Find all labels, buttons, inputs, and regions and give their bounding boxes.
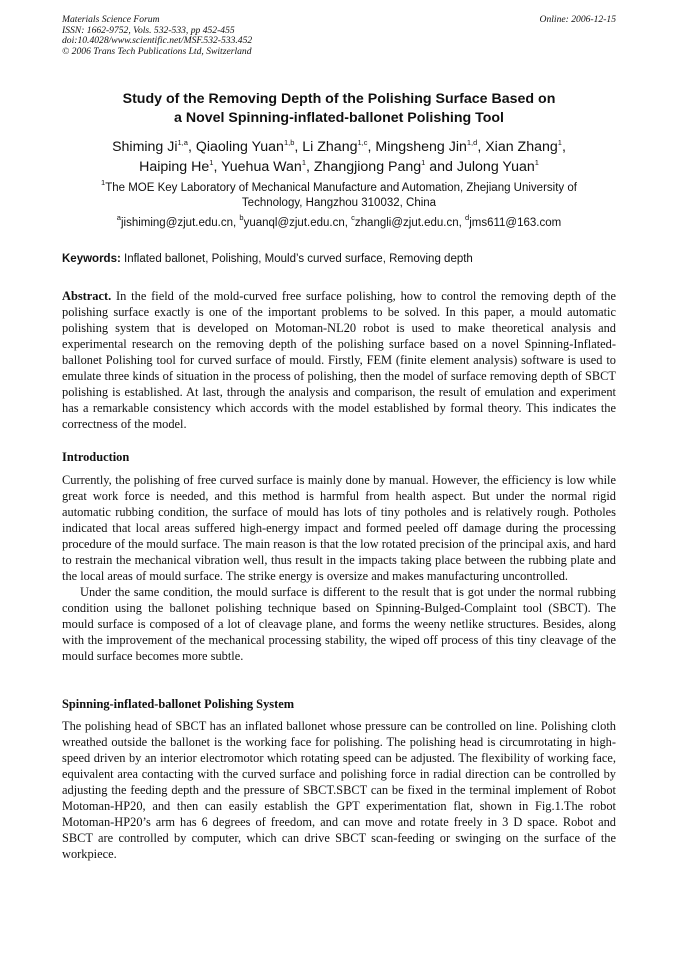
keywords-label: Keywords: xyxy=(62,253,121,265)
author-name: Qiaoling Yuan xyxy=(195,139,284,155)
author-name: Julong Yuan xyxy=(456,158,535,175)
title-line-1: Study of the Removing Depth of the Polishing Surface Based on xyxy=(122,91,556,107)
issn-line: ISSN: 1662-9752, Vols. 532-533, pp 452-455 xyxy=(62,24,235,36)
abstract xyxy=(62,288,616,432)
abstract-text: In the field of the mold-curved free surface polishing, how to control the removing depth of the polishing surface exactly is one of the important problems to be solved. In this paper, a mould automatic polishing system that is developed on Motoman-NL20 robot is used to make theoretical analysis and experimental research on the removing depth of the polishing surface based on a novel Spinning-Inflated-ballonet Polishing tool for curved surface of mould. Firstly, FEM (finite element analysis) software is used to emulate three kinds of situation in the process of polishing, then the model of surface removing depth of SBCT polishing is established. At last, through the analysis and comparison, the result of emulation and experiment has a remarkable consistency which accords with the model established by formal theory. This indicates the correctness of the model. xyxy=(62,289,616,431)
author-name: Shiming Ji xyxy=(112,139,178,155)
author-name: Yuehua Wan xyxy=(221,158,302,175)
author-name: Li Zhang xyxy=(302,139,358,155)
journal-name: Materials Science Forum xyxy=(62,14,160,25)
section-heading-system: Spinning-inflated-ballonet Polishing System xyxy=(62,697,295,711)
affiliation-line-2: Technology, Hangzhou 310032, China xyxy=(241,197,437,209)
author-sup: 1,d xyxy=(466,138,478,147)
author-sup: 1 xyxy=(557,138,562,147)
journal-header xyxy=(62,15,616,57)
online-date: Online: 2006-12-15 xyxy=(539,14,616,25)
author-name: Xian Zhang xyxy=(485,139,558,155)
system-body xyxy=(62,718,616,862)
paragraph: Under the same condition, the mould surface is different to the result that is got under the normal rubbing condition using the ballonet polishing technique based on Spinning-Bulged-Complaint tool (SBCT). The mould surface is composed of a lot of cleavage plane, and forms the weeny netlike structures. Besides, along with the improvement of the mechanical processing stability, the wiped off process of this tiny cleavage of the mould surface becomes more subtle. xyxy=(62,585,616,663)
keywords xyxy=(62,252,616,267)
paragraph: The polishing head of SBCT has an inflated ballonet whose pressure can be controlled on line. Polishing cloth wreathed outside the ballonet is the working face for polishing. The polishing head is circumrotating in high-speed driven by an interior electromotor which rotating speed can be adjusted. The flexibility of working face, equivalent area contacting with the curved surface and polishing force in radial direction can be controlled by adjusting the feeding depth and the pressure of SBCT.SBCT can be fixed in the terminal implement of Robot Motoman-HP20, and then can easily establish the GPT experimentation flat, shown in Fig.1.The robot Motoman-HP20’s arm has 6 degrees of freedom, and can move and rotate freely in 3 D space. Robot and SBCT are controlled by computer, which can drive SBCT scan-feeding or swinging on the surface of the workpiece. xyxy=(62,719,616,861)
title-line-2: a Novel Spinning-inflated-ballonet Polishing Tool xyxy=(174,110,504,126)
introduction-body xyxy=(62,472,616,664)
paragraph: Currently, the polishing of free curved surface is mainly done by manual. However, the efficiency is low while great work force is needed, and this method is harmful from health aspect. But under the normal rigid automatic rubbing condition, the surface of mould has lots of tiny potholes and is relatively rough. Potholes indicated that local areas suffered high-energy impact and formed peeled off damage during the processing procedure of the mould surface. The main reason is that the low rotated precision of the principal axis, and hard to restrain the mechanical vibration well, thus result in the impacts taking place between the rubbing plate and the local areas of mould surface. The strike energy is oversize and makes manufacturing uncontrolled. xyxy=(62,473,616,583)
author-name: Zhangjiong Pang xyxy=(313,158,422,175)
author-name: Haiping He xyxy=(139,158,210,175)
author-sup: 1,b xyxy=(283,138,295,147)
email-list xyxy=(62,213,616,231)
author-list: Shiming Ji$^{1,a}$, Qiaoling Yuan$^{1,b}$, Li Zhang$^{1,c}$, Mingsheng Jin$^{1,d}$, Xian Zhang$^1$, Haiping He$^1$, Yuehua Wan$^1$, Zhangjiong Pang$^1$ and Julong Yuan$^1$ xyxy=(112,138,566,175)
author-sup: 1 xyxy=(301,157,306,167)
author-sup: 1 xyxy=(209,157,214,167)
affiliation xyxy=(62,178,616,211)
affiliation-sup: 1 xyxy=(101,178,106,187)
copyright-line: © 2006 Trans Tech Publications Ltd, Switzerland xyxy=(62,45,252,57)
email-sup: b xyxy=(239,213,244,222)
keywords-text: Inflated ballonet, Polishing, Mould’s curved surface, Removing depth xyxy=(124,253,473,265)
author-sup: 1,a xyxy=(177,138,188,147)
doi-line: doi:10.4028/www.scientific.net/MSF.532-533.452 xyxy=(62,35,253,47)
author-name: Mingsheng Jin xyxy=(375,139,467,155)
email-sup: a xyxy=(116,213,121,222)
email-sup: d xyxy=(465,213,470,222)
author-and: and xyxy=(429,158,453,175)
email-link[interactable]: jishiming@zjut.edu.cn, xyxy=(120,217,237,229)
author-sup: 1 xyxy=(534,157,539,167)
author-sup: 1 xyxy=(421,157,426,167)
email-link[interactable]: yuanql@zjut.edu.cn, xyxy=(243,217,348,229)
affiliation-line-1: The MOE Key Laboratory of Mechanical Manufacture and Automation, Zhejiang University of xyxy=(105,182,577,194)
email-sup: c xyxy=(351,213,355,222)
author-sup: 1,c xyxy=(357,138,368,147)
section-heading-introduction: Introduction xyxy=(62,450,130,464)
abstract-label: Abstract. xyxy=(62,289,112,303)
paper-title xyxy=(62,90,616,128)
email-link[interactable]: zhangli@zjut.edu.cn, xyxy=(354,217,462,229)
email-link[interactable]: jms611@163.com xyxy=(469,217,562,229)
